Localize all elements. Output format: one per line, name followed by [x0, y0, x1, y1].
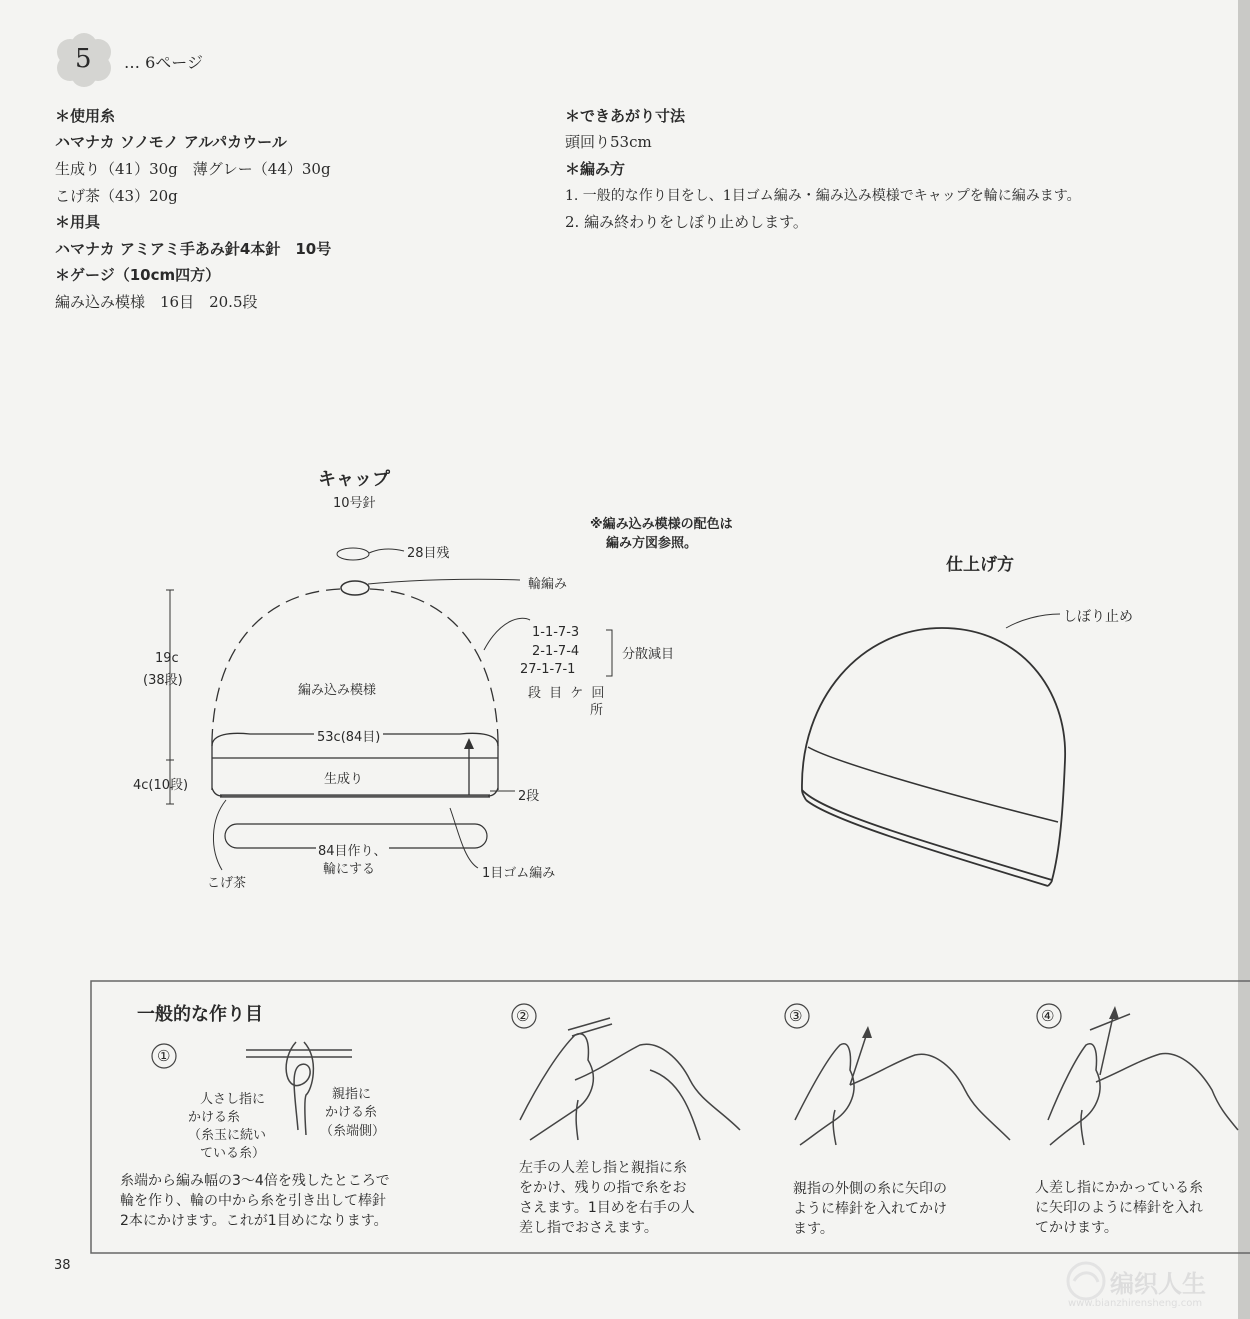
method-heading: ＊編み方: [565, 160, 626, 178]
rib-label: 1目ゴム編み: [482, 866, 556, 881]
step1-text-2: 輪を作り、輪の中から糸を引き出して棒針: [120, 1193, 386, 1209]
cap-title: キャップ: [318, 469, 390, 490]
tools-line: ハマナカ アミアミ手あみ針4本針 10号: [55, 240, 332, 258]
yarn-name: ハマナカ ソノモノ アルパカウール: [55, 133, 287, 151]
cast-on-label-2: 輪にする: [323, 862, 376, 877]
step1-left-label-2: かける糸: [188, 1110, 241, 1125]
band-height-label: 4c(10段): [133, 778, 189, 793]
step1-left-label-1: 人さし指に: [200, 1092, 266, 1107]
decrease-row-3: 27-1-7-1: [520, 662, 576, 677]
step3-text-2: ように棒針を入れてかけ: [793, 1201, 947, 1217]
decrease-legend-2: 所: [590, 703, 604, 718]
band-color-label: 生成り: [324, 772, 364, 787]
step2-text-4: 差し指でおさえます。: [519, 1220, 658, 1236]
yarn-line-1: 生成り（41）30g 薄グレー（44）30g: [55, 160, 331, 178]
watermark-text: 编织人生: [1110, 1270, 1206, 1298]
page-reference: … 6ページ: [124, 53, 203, 72]
yarn-heading: ＊使用糸: [55, 107, 116, 125]
decrease-row-2: 2-1-7-4: [532, 644, 580, 659]
tools-heading: ＊用具: [55, 213, 101, 231]
step1-right-label-3: （糸端側）: [320, 1124, 386, 1139]
finished-cap-illustration: [802, 614, 1065, 886]
step4-number: ④: [1041, 1007, 1055, 1025]
step1-right-label-2: かける糸: [325, 1105, 378, 1120]
page-number: 38: [54, 1258, 71, 1273]
watermark-logo-icon: [1068, 1263, 1104, 1299]
decrease-label: 分散減目: [622, 647, 675, 662]
step1-text-1: 糸端から編み幅の3～4倍を残したところで: [120, 1173, 390, 1189]
step4-hands-illustration: [1048, 1006, 1238, 1145]
step1-left-label-4: ている糸）: [200, 1146, 266, 1161]
decrease-row-1: 1-1-7-3: [532, 625, 580, 640]
step1-left-label-3: （糸玉に続い: [188, 1128, 267, 1143]
step3-text-3: ます。: [793, 1221, 834, 1237]
step3-text-1: 親指の外側の糸に矢印の: [793, 1181, 947, 1197]
step2-text-1: 左手の人差し指と親指に糸: [519, 1160, 687, 1176]
gather-label: しぼり止め: [1063, 609, 1133, 625]
size-heading: ＊できあがり寸法: [565, 107, 686, 125]
step4-text-1: 人差し指にかかっている糸: [1035, 1180, 1203, 1196]
method-step-1: 1. 一般的な作り目をし、1目ゴム編み・編み込み模様でキャップを輪に編みます。: [565, 188, 1081, 204]
step2-text-3: さえます。1目めを右手の人: [519, 1200, 695, 1216]
band-rows-label: 2段: [518, 789, 540, 804]
step3-hands-illustration: [795, 1026, 1010, 1145]
cap-schematic: [166, 548, 612, 870]
step1-text-3: 2本にかけます。これが1目めになります。: [120, 1213, 388, 1229]
step2-text-2: をかけ、残りの指で糸をお: [519, 1180, 687, 1196]
method-step-2: 2. 編み終わりをしぼり止めします。: [565, 213, 808, 231]
finish-title: 仕上げ方: [946, 555, 1014, 575]
yarn-line-2: こげ茶（43）20g: [55, 187, 178, 205]
step2-hands-illustration: [520, 1018, 740, 1140]
step1-right-label-1: 親指に: [332, 1087, 372, 1102]
cap-needle: 10号針: [333, 496, 376, 511]
step4-text-3: てかけます。: [1035, 1220, 1118, 1236]
gauge-heading: ＊ゲージ（10cm四方）: [55, 266, 221, 284]
step1-number: ①: [157, 1047, 171, 1065]
round-knit-label: 輪編み: [528, 577, 568, 592]
gauge-line: 編み込み模様 16目 20.5段: [55, 293, 258, 311]
pattern-label: 編み込み模様: [298, 683, 377, 698]
color-note-line-2: 編み方図参照。: [606, 536, 698, 551]
step4-text-2: に矢印のように棒針を入れ: [1035, 1200, 1203, 1216]
cast-on-heading: 一般的な作り目: [137, 1004, 263, 1025]
cast-on-label-1: 84目作り、: [316, 840, 389, 859]
dark-brown-label: こげ茶: [207, 876, 247, 891]
decrease-legend-1: 段 目 ケ 回: [528, 686, 607, 701]
width-label: 53c(84目): [314, 726, 383, 745]
main-height-label: 19c: [155, 651, 179, 666]
main-height-rows: (38段): [143, 673, 183, 688]
remaining-stitches-label: 28目残: [407, 546, 450, 561]
step3-number: ③: [789, 1007, 803, 1025]
pattern-number: 5: [75, 44, 92, 74]
size-line: 頭回り53cm: [565, 133, 652, 151]
color-note-line-1: ※編み込み模様の配色は: [590, 517, 733, 532]
watermark-url: www.bianzhirensheng.com: [1068, 1298, 1203, 1309]
step2-number: ②: [516, 1007, 530, 1025]
